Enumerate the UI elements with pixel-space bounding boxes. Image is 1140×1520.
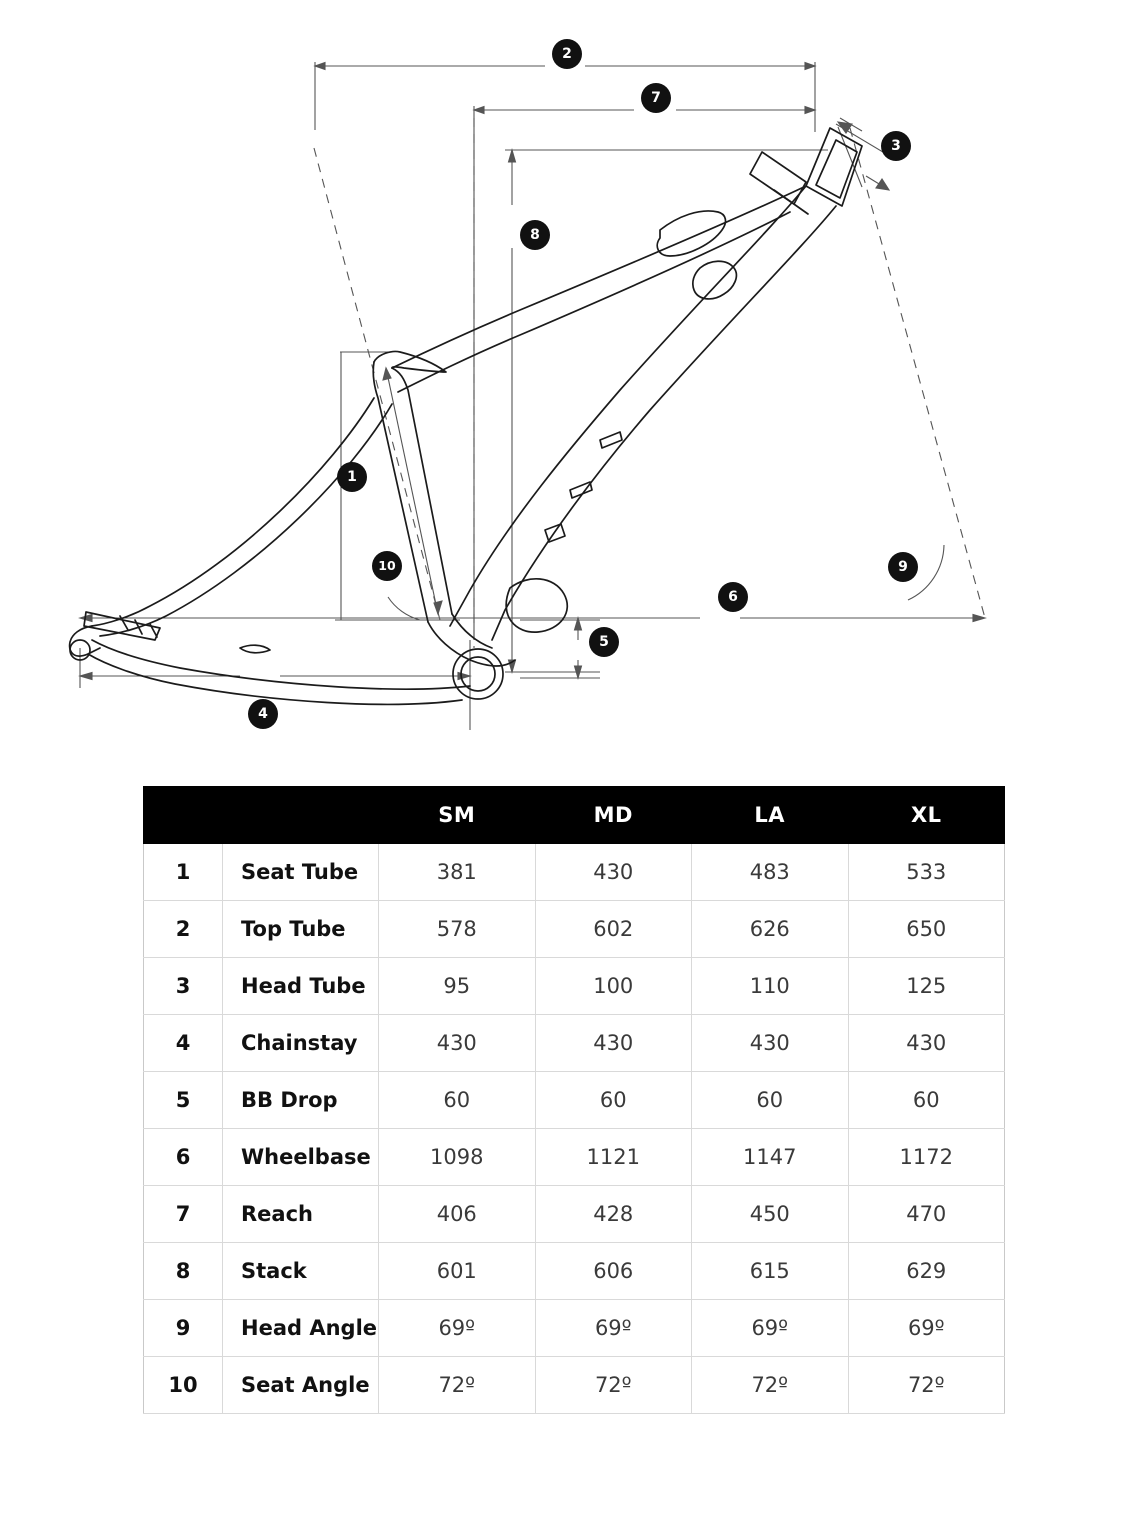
cell-md: 428 [535,1186,692,1243]
row-number: 2 [144,901,223,958]
cell-md: 606 [535,1243,692,1300]
row-label: Reach [223,1186,379,1243]
table-row [144,1129,1005,1186]
cell-md: 69º [535,1300,692,1357]
callout-label: 4 [258,706,268,722]
table-row [144,1015,1005,1072]
table-row [144,901,1005,958]
table-header-row [144,787,1005,844]
cell-xl: 430 [848,1015,1005,1072]
cell-xl: 125 [848,958,1005,1015]
table-row [144,1072,1005,1129]
row-number: 4 [144,1015,223,1072]
row-number: 1 [144,844,223,901]
row-label: Stack [223,1243,379,1300]
cell-la: 626 [692,901,849,958]
cell-sm: 601 [379,1243,536,1300]
cell-xl: 1172 [848,1129,1005,1186]
callout-label: 7 [651,90,661,106]
callout-label: 10 [378,557,396,573]
header-size-xl: XL [848,787,1005,844]
table-row [144,958,1005,1015]
callout-label: 3 [891,138,901,154]
callout-label: 8 [530,227,540,243]
header-size-md: MD [535,787,692,844]
row-number: 6 [144,1129,223,1186]
callout-10 [372,551,402,581]
row-label: Head Angle [223,1300,379,1357]
row-number: 3 [144,958,223,1015]
callout-2 [552,39,582,69]
cell-md: 1121 [535,1129,692,1186]
callout-5 [589,627,619,657]
cell-la: 430 [692,1015,849,1072]
cell-sm: 69º [379,1300,536,1357]
row-number: 10 [144,1357,223,1414]
row-label: Seat Tube [223,844,379,901]
cell-md: 100 [535,958,692,1015]
table-row [144,1243,1005,1300]
cell-sm: 381 [379,844,536,901]
cell-sm: 95 [379,958,536,1015]
cell-la: 69º [692,1300,849,1357]
row-label: Chainstay [223,1015,379,1072]
callout-7 [641,83,671,113]
row-number: 9 [144,1300,223,1357]
table-body [144,844,1005,1414]
cell-xl: 72º [848,1357,1005,1414]
row-number: 5 [144,1072,223,1129]
cell-sm: 406 [379,1186,536,1243]
callout-9 [888,552,918,582]
cell-la: 1147 [692,1129,849,1186]
cell-xl: 470 [848,1186,1005,1243]
row-label: BB Drop [223,1072,379,1129]
callout-6 [718,582,748,612]
header-size-sm: SM [379,787,536,844]
cell-sm: 1098 [379,1129,536,1186]
geometry-table-container [143,786,998,1414]
cell-la: 483 [692,844,849,901]
cell-xl: 60 [848,1072,1005,1129]
cell-la: 450 [692,1186,849,1243]
row-label: Top Tube [223,901,379,958]
table-row [144,844,1005,901]
row-label: Head Tube [223,958,379,1015]
geometry-table [143,786,1005,1414]
header-size-la: LA [692,787,849,844]
table-row [144,1186,1005,1243]
row-number: 7 [144,1186,223,1243]
callout-label: 1 [347,469,357,485]
cell-md: 430 [535,1015,692,1072]
callout-label: 9 [898,559,908,575]
cell-la: 110 [692,958,849,1015]
cell-sm: 578 [379,901,536,958]
cell-la: 72º [692,1357,849,1414]
callout-3 [881,131,911,161]
row-label: Seat Angle [223,1357,379,1414]
table-row [144,1300,1005,1357]
callout-label: 5 [599,634,609,650]
cell-la: 615 [692,1243,849,1300]
row-label: Wheelbase [223,1129,379,1186]
cell-xl: 650 [848,901,1005,958]
cell-md: 60 [535,1072,692,1129]
cell-xl: 629 [848,1243,1005,1300]
callout-8 [520,220,550,250]
row-number: 8 [144,1243,223,1300]
callout-4 [248,699,278,729]
header-measure [223,787,379,844]
table-row [144,1357,1005,1414]
cell-xl: 533 [848,844,1005,901]
cell-sm: 430 [379,1015,536,1072]
callout-label: 6 [728,589,738,605]
callout-label: 2 [562,46,572,62]
callout-1 [337,462,367,492]
cell-sm: 60 [379,1072,536,1129]
header-index [144,787,223,844]
table-head [144,787,1005,844]
cell-md: 430 [535,844,692,901]
cell-xl: 69º [848,1300,1005,1357]
cell-sm: 72º [379,1357,536,1414]
cell-la: 60 [692,1072,849,1129]
cell-md: 602 [535,901,692,958]
cell-md: 72º [535,1357,692,1414]
